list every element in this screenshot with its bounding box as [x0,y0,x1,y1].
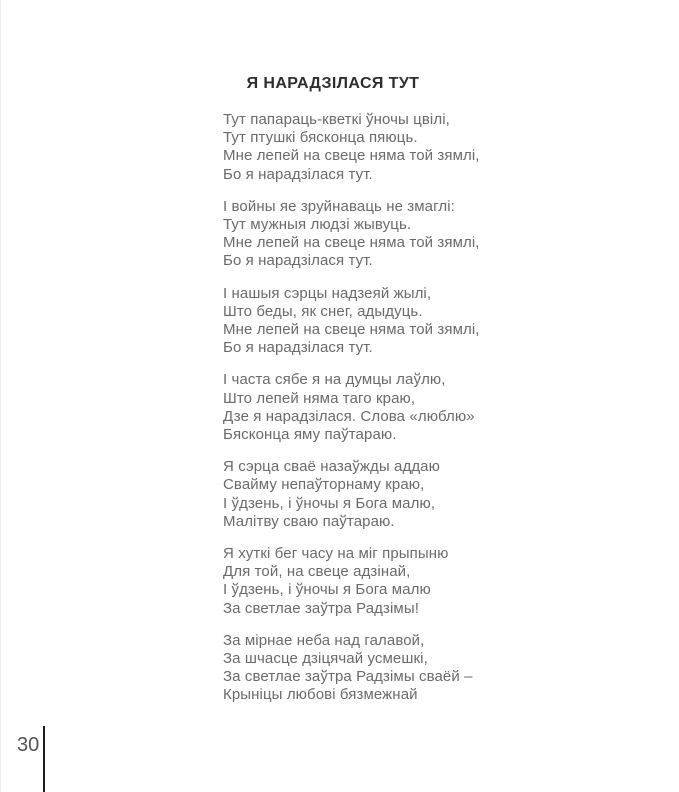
poem-line: За шчасце дзіцячай усмешкі, [223,650,428,668]
poem-line: Тут птушкі бясконца пяюць. [223,129,418,147]
poem-line: За светлае заўтра Радзімы сваёй – [223,668,473,686]
stanza-2 [223,197,480,271]
poem-line: Тут папараць-кветкі ўночы цвілі, [223,111,450,128]
poem-line: Што беды, як снег, адыдуць. [223,302,423,320]
poem-line: Бо я нарадзілася тут. [223,252,373,270]
poem-line: Што лепей няма таго краю, [223,389,416,407]
poem-line: Я сэрца сваё назаўжды аддаю [223,458,440,476]
poem-line: І ўдзень, і ўночы я Бога малю [223,581,431,599]
poem-line: Мне лепей на свеце няма той зямлі, [223,147,480,165]
poem-line: Мне лепей на свеце няма той зямлі, [223,234,480,252]
poem-line: Бо я нарадзілася тут. [223,339,373,357]
stanza-3 [223,284,480,358]
stanza-7 [223,631,473,705]
poem-line: За мірнае неба над галавой, [223,631,425,649]
poem-line: Тут мужныя людзі жывуць. [223,216,412,234]
poem-line: Бясконца яму паўтараю. [223,426,397,444]
poem-line: Малітву сваю паўтараю. [223,512,395,530]
poem-line: Дзе я нарадзілася. Слова «люблю» [223,407,475,425]
poem-line: Для той, на свеце адзінай, [223,563,411,581]
stanza-4 [223,371,475,444]
poem-line: Бо я нарадзілася тут. [223,165,373,183]
stanza-1 [223,111,480,184]
poem-line: І часта сябе я на думцы лаўлю, [223,371,446,389]
poem-line: Я хуткі бег часу на міг прыпыню [223,545,449,563]
page-number: 30 [17,734,40,756]
poem-line: Свайму непаўторнаму краю, [223,476,425,494]
poem-line: І нашыя сэрцы надзеяй жылі, [223,284,432,302]
poem-line: За светлае заўтра Радзімы! [223,599,419,617]
poem-line: І войны яе зруйнаваць не змаглі: [223,197,455,215]
poem-line: І ўдзень, і ўночы я Бога малю, [223,494,436,512]
poem-title: Я НАРАДЗІЛАСЯ ТУТ [246,75,420,92]
stanza-6 [223,545,449,618]
poem-line: Крыніцы любові бязмежнай [223,686,418,704]
vertical-rule [43,726,45,792]
stanza-5 [223,458,443,531]
poem-line: Мне лепей на свеце няма той зямлі, [223,321,480,339]
poem [223,75,480,719]
